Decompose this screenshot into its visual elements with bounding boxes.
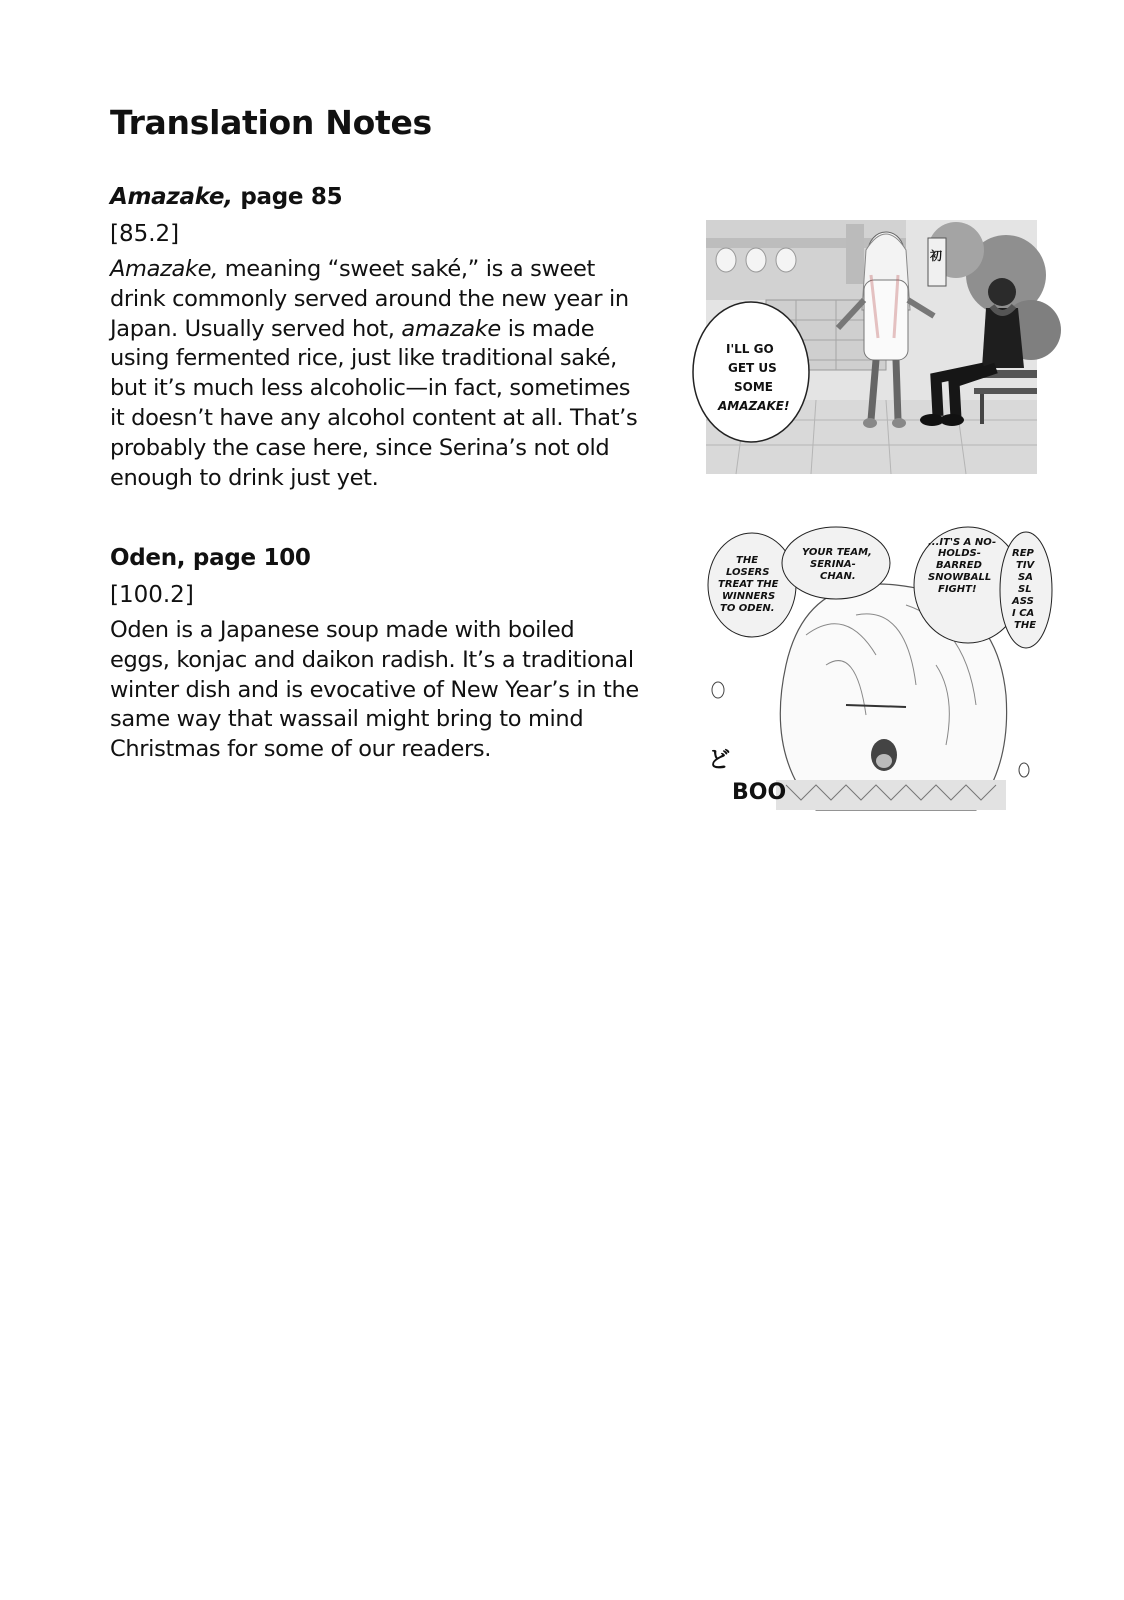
bubble-line: FIGHT!	[938, 584, 977, 595]
bubble-line: TREAT THE	[718, 579, 779, 590]
bubble-line: SOME	[734, 380, 773, 394]
bubble-line: WINNERS	[722, 591, 776, 602]
term-italic: Amazake,	[110, 256, 218, 282]
bubble-line: SNOWBALL	[928, 572, 992, 583]
sign-text: 初	[930, 249, 943, 263]
bubble-line: REP	[1012, 548, 1034, 559]
note-oden	[110, 543, 640, 765]
bubble-line: TIV	[1016, 560, 1035, 571]
bubble-line: SERINA-	[810, 559, 856, 570]
bubble-line: LOSERS	[726, 567, 770, 578]
note-reference: [85.2]	[110, 221, 180, 247]
note-heading-page: page 85	[232, 184, 343, 210]
bubble-line: BARRED	[936, 560, 982, 571]
bubble-line: ASS	[1012, 596, 1034, 607]
bubble-line: ...IT'S A NO-	[928, 537, 997, 548]
bubble-line: SL	[1018, 584, 1032, 595]
bubble-line: I'LL GO	[726, 342, 774, 356]
speech-bubble	[1000, 532, 1052, 648]
note-body: Oden is a Japanese soup made with boiled eggs, konjac and daikon radish. It’s a traditional winter dish and is evocative of New Year’s in the same way that wassail might bring to mind Christmas for some of our readers.	[110, 617, 639, 763]
bubble-line: THE	[736, 555, 759, 566]
bubble-line: GET US	[728, 361, 777, 375]
bubble-line: SA	[1018, 572, 1033, 583]
page-title: Translation Notes	[110, 103, 432, 142]
bubble-line: THE	[1014, 620, 1037, 631]
note-heading	[110, 182, 640, 212]
sfx-japanese: ど	[708, 748, 731, 773]
bubble-line: CHAN.	[820, 571, 856, 582]
speech-bubble	[693, 302, 809, 442]
manga-panel-oden	[706, 537, 1037, 810]
speech-bubble	[708, 533, 796, 637]
manga-panel-image	[706, 537, 1037, 810]
note-heading: Oden, page 100	[110, 545, 311, 571]
bubble-line: AMAZAKE!	[718, 399, 790, 413]
term-italic: amazake	[401, 315, 501, 342]
note-term: Amazake,	[110, 184, 233, 210]
note-body	[110, 255, 640, 493]
manga-panel-amazake	[706, 220, 1037, 474]
bubble-line: YOUR TEAM,	[802, 547, 872, 558]
body-text: meaning “sweet saké,” is a sweet drink commonly served around the new year in Japan. Usually served hot,	[110, 256, 629, 342]
note-amazake	[110, 182, 640, 493]
note-reference: [100.2]	[110, 582, 194, 608]
bubble-line: HOLDS-	[938, 548, 981, 559]
bubble-line: I CA	[1012, 608, 1035, 619]
speech-bubble	[782, 527, 890, 599]
bubble-line: TO ODEN.	[720, 603, 775, 614]
manga-panel-image	[706, 220, 1037, 474]
body-text: is made using fermented rice, just like traditional saké, but it’s much less alcoholic—in fact, sometimes it doesn’t have any alcohol content at all. That’s probably the case here, since Serina’s not old enough to drink just yet.	[110, 315, 638, 491]
sfx-english: BOO	[732, 780, 787, 805]
